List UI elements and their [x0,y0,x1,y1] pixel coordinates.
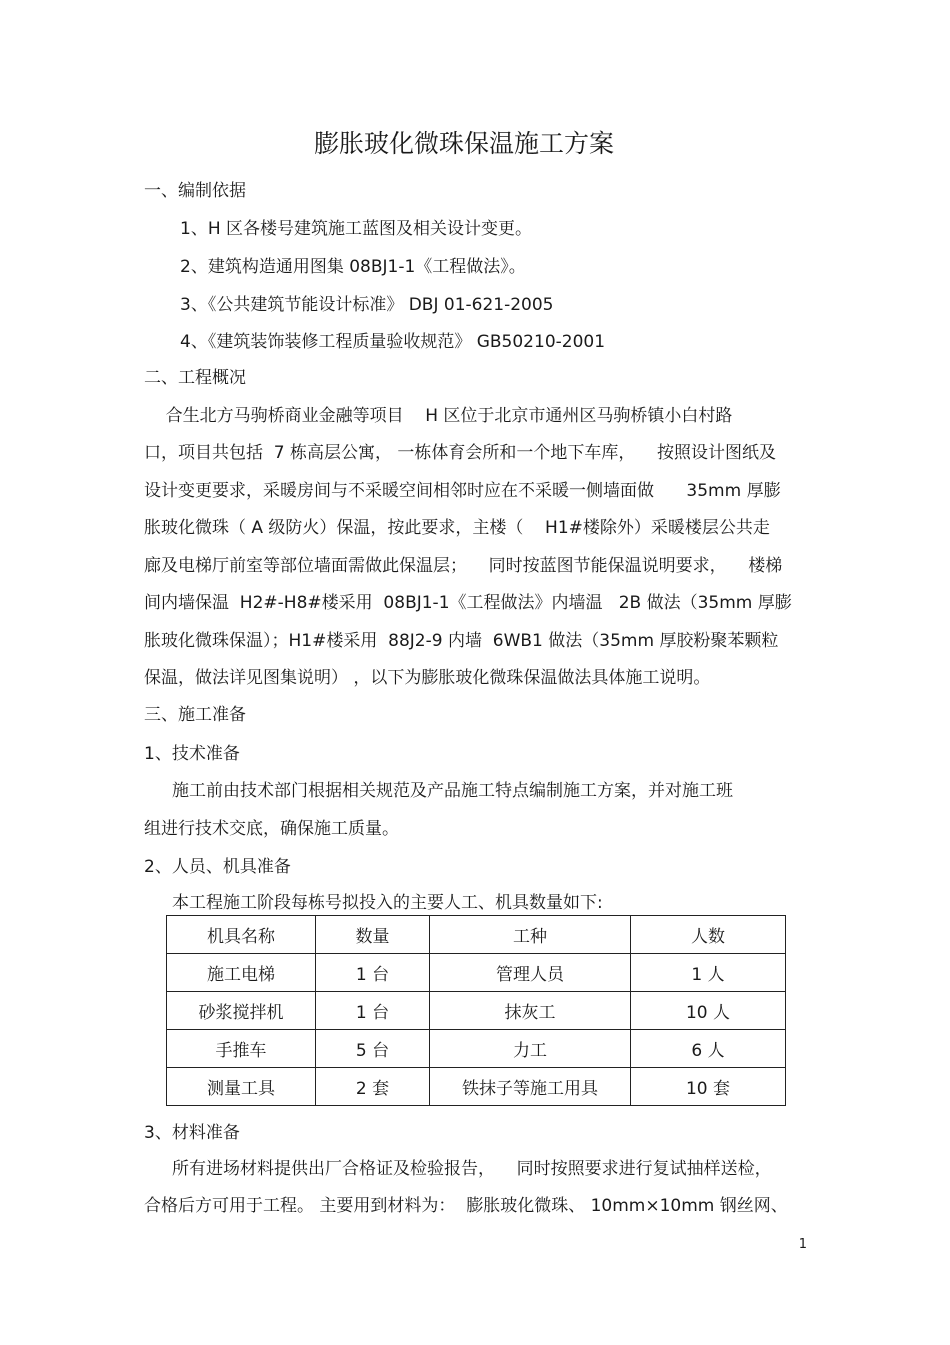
technical-text-line: 组进行技术交底，确保施工质量。 [144,819,399,839]
materials-text-line: 所有进场材料提供出厂合格证及检验报告， 同时按照要求进行复试抽样送检， [172,1159,772,1179]
technical-text-line: 施工前由技术部门根据相关规范及产品施工特点编制施工方案，并对施工班 [172,781,733,801]
table-header-row [167,916,786,954]
table-cell: 测量工具 [167,1068,316,1106]
table-intro: 本工程施工阶段每栋号拟投入的主要人工、机具数量如下: [172,893,603,913]
table-cell: 施工电梯 [167,954,316,992]
subheading-people-equipment: 2、人员、机具准备 [144,857,291,877]
table-cell: 2 套 [316,1068,430,1106]
section-heading-basis: 一、编制依据 [144,181,246,201]
section-heading-overview: 二、工程概况 [144,368,246,388]
table-header: 人数 [631,916,786,954]
table-cell: 10 套 [631,1068,786,1106]
materials-text-line: 合格后方可用于工程。 主要用到材料为： 膨胀玻化微珠、 10mm×10mm 钢丝网、 [144,1196,788,1216]
table-cell: 1 台 [316,992,430,1030]
overview-line: 间内墙保温 H2#-H8#楼采用 08BJ1-1《工程做法》内墙温 2B 做法（35mm 厚膨 [144,593,792,613]
table-cell: 抹灰工 [430,992,631,1030]
table-row [167,992,786,1030]
table-cell: 1 人 [631,954,786,992]
table-cell: 6 人 [631,1030,786,1068]
overview-line: 胀玻化微珠（ A 级防火）保温，按此要求，主楼（ H1#楼除外）采暖楼层公共走 [144,518,770,538]
table-row [167,1068,786,1106]
table-header: 机具名称 [167,916,316,954]
table-cell: 1 台 [316,954,430,992]
overview-line: 口，项目共包括 7 栋高层公寓， 一栋体育会所和一个地下车库， 按照设计图纸及 [144,443,777,463]
overview-line: 廊及电梯厅前室等部位墙面需做此保温层； 同时按蓝图节能保温说明要求， 楼梯 [144,556,783,576]
table-cell: 手推车 [167,1030,316,1068]
overview-line: 合生北方马驹桥商业金融等项目 H 区位于北京市通州区马驹桥镇小白村路 [144,406,733,426]
section-heading-preparation: 三、施工准备 [144,705,246,725]
table-cell: 10 人 [631,992,786,1030]
subheading-technical: 1、技术准备 [144,744,240,764]
equipment-table [166,915,786,1106]
table-cell: 力工 [430,1030,631,1068]
basis-item: 4、《建筑装饰装修工程质量验收规范》 GB50210-2001 [180,332,606,352]
document-title: 膨胀玻化微珠保温施工方案 [313,129,614,158]
table-cell: 砂浆搅拌机 [167,992,316,1030]
table-cell: 铁抹子等施工用具 [430,1068,631,1106]
table-cell: 管理人员 [430,954,631,992]
basis-item: 3、《公共建筑节能设计标准》 DBJ 01-621-2005 [180,295,554,315]
subheading-materials: 3、材料准备 [144,1123,240,1143]
basis-item: 1、H 区各楼号建筑施工蓝图及相关设计变更。 [180,219,533,239]
table-row [167,954,786,992]
overview-line: 设计变更要求，采暖房间与不采暖空间相邻时应在不采暖一侧墙面做 35mm 厚膨 [144,481,781,501]
table-header: 工种 [430,916,631,954]
page-number: 1 [798,1237,807,1252]
overview-line: 胀玻化微珠保温）；H1#楼采用 88J2-9 内墙 6WB1 做法（35mm 厚胶粉聚苯颗粒 [144,631,779,651]
table-cell: 5 台 [316,1030,430,1068]
basis-item: 2、建筑构造通用图集 08BJ1-1《工程做法》。 [180,257,526,277]
table-row [167,1030,786,1068]
overview-line: 保温，做法详见图集说明） ，以下为膨胀玻化微珠保温做法具体施工说明。 [144,668,711,688]
table-header: 数量 [316,916,430,954]
